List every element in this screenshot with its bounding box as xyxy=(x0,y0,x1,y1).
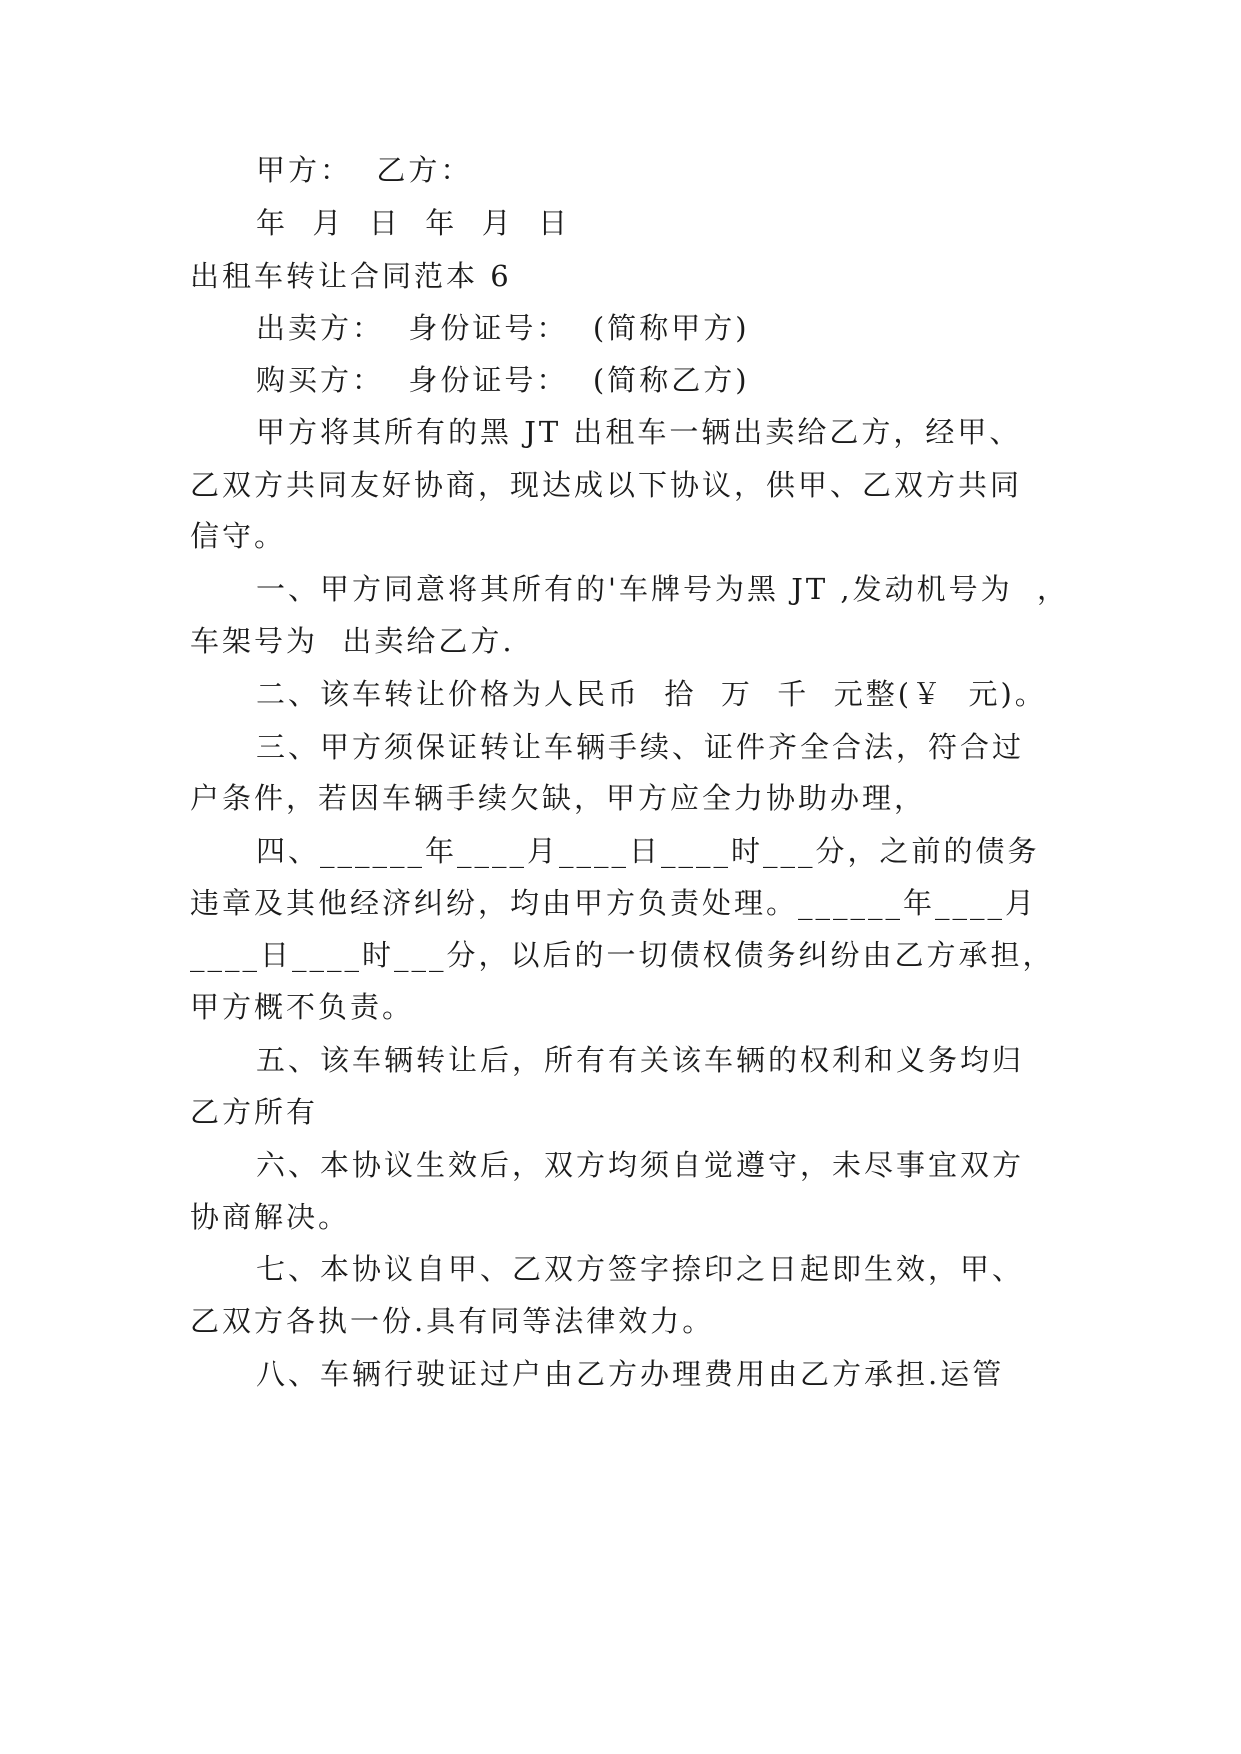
section-title: 出租车转让合同范本 6 xyxy=(190,259,512,293)
clause-5-line-1: 五、该车辆转让后，所有有关该车辆的权利和义务均归 xyxy=(256,1043,1025,1077)
clause-1-line-2: 车架号为 出卖给乙方. xyxy=(190,624,515,658)
buyer-line: 购买方： 身份证号： (简称乙方) xyxy=(256,363,750,397)
clause-4-line-2: 违章及其他经济纠纷，均由甲方负责处理。______年____月 xyxy=(190,886,1038,920)
signature-dates-line: 年 月 日 年 月 日 xyxy=(256,206,571,240)
intro-paragraph-line-1: 甲方将其所有的黑 JT 出租车一辆出卖给乙方，经甲、 xyxy=(256,415,1022,449)
clause-5-line-2: 乙方所有 xyxy=(190,1095,319,1129)
clause-7-line-1: 七、本协议自甲、乙双方签字捺印之日起即生效，甲、 xyxy=(256,1252,1025,1286)
clause-6-line-2: 协商解决。 xyxy=(190,1200,351,1234)
clause-3-line-2: 户条件，若因车辆手续欠缺，甲方应全力协助办理， xyxy=(190,781,927,815)
signature-parties-line: 甲方： 乙方： xyxy=(256,153,473,187)
clause-4-line-1: 四、______年____月____日____时___分，之前的债务 xyxy=(256,834,1040,868)
clause-2-line-1: 二、该车转让价格为人民币 拾 万 千 元整(￥ 元)。 xyxy=(256,677,1047,711)
clause-3-line-1: 三、甲方须保证转让车辆手续、证件齐全合法，符合过 xyxy=(256,730,1025,764)
clause-6-line-1: 六、本协议生效后，双方均须自觉遵守，未尽事宜双方 xyxy=(256,1148,1025,1182)
clause-7-line-2: 乙双方各执一份.具有同等法律效力。 xyxy=(190,1304,715,1338)
clause-4-line-4: 甲方概不负责。 xyxy=(190,990,415,1024)
clause-4-line-3: ____日____时___分，以后的一切债权债务纠纷由乙方承担， xyxy=(190,938,1055,972)
intro-paragraph-line-2: 乙双方共同友好协商，现达成以下协议，供甲、乙双方共同 xyxy=(190,468,1023,502)
seller-line: 出卖方： 身份证号： (简称甲方) xyxy=(256,311,750,345)
intro-paragraph-line-3: 信守。 xyxy=(190,519,287,553)
clause-8-line-1: 八、车辆行驶证过户由乙方办理费用由乙方承担.运管 xyxy=(256,1357,1005,1391)
clause-1-line-1: 一、甲方同意将其所有的'车牌号为黑 JT ,发动机号为 ， xyxy=(256,572,1070,606)
